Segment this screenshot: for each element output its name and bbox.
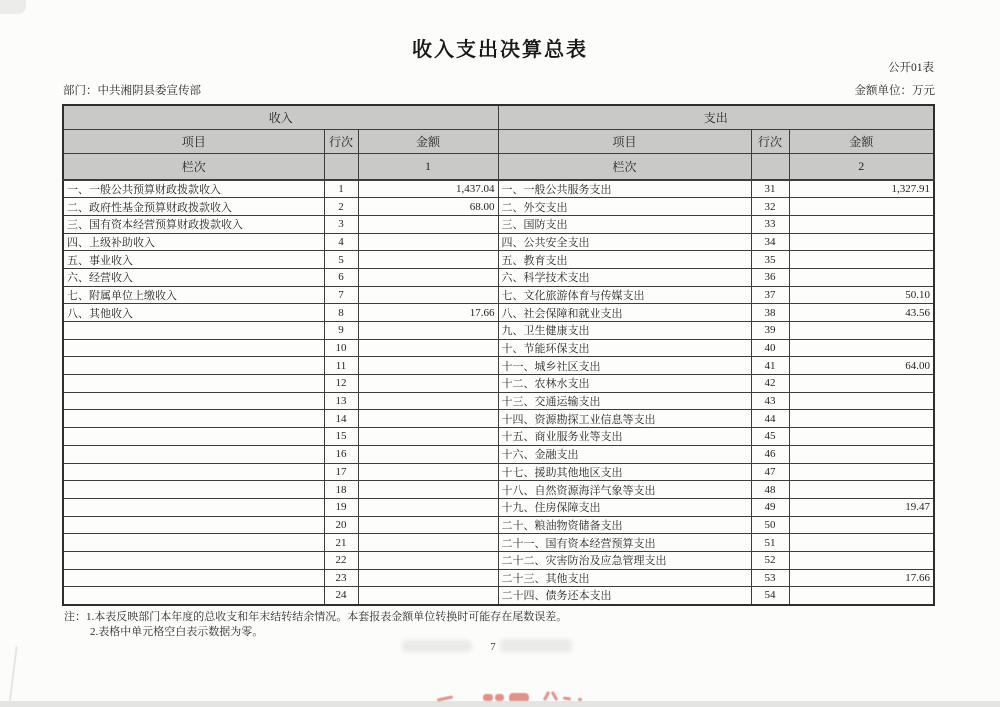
table-row xyxy=(63,251,934,269)
expense-amount-cell xyxy=(789,428,934,446)
income-line-cell: 6 xyxy=(324,268,358,286)
expense-line-cell: 38 xyxy=(751,304,789,322)
expense-item-cell: 十八、自然资源海洋气象等支出 xyxy=(498,481,751,499)
table-row xyxy=(63,357,934,375)
table-row xyxy=(63,481,934,499)
expense-colindex-label: 栏次 xyxy=(498,153,751,180)
income-amount-cell xyxy=(358,268,498,286)
income-item-cell xyxy=(63,392,324,410)
scan-corner-shade xyxy=(0,0,26,14)
expense-colindex-blank xyxy=(751,153,789,180)
expense-line-cell: 41 xyxy=(751,357,789,375)
section-title-row xyxy=(63,105,934,129)
column-index-row xyxy=(63,153,934,180)
income-line-cell: 22 xyxy=(324,551,358,569)
expense-item-cell: 二十二、灾害防治及应急管理支出 xyxy=(498,551,751,569)
income-amount-cell xyxy=(358,498,498,516)
income-line-cell: 23 xyxy=(324,569,358,587)
income-line-cell: 12 xyxy=(324,375,358,393)
income-line-cell: 11 xyxy=(324,357,358,375)
income-item-cell: 五、事业收入 xyxy=(63,251,324,269)
income-amount-cell xyxy=(358,516,498,534)
table-row xyxy=(63,569,934,587)
red-ink-stroke xyxy=(543,691,550,701)
table-row xyxy=(63,392,934,410)
expense-item-cell: 四、公共安全支出 xyxy=(498,233,751,251)
department-label: 部门：中共湘阴县委宣传部 xyxy=(63,85,201,97)
meta-row xyxy=(63,82,935,98)
expense-line-cell: 49 xyxy=(751,498,789,516)
expense-item-cell: 十二、农林水支出 xyxy=(498,375,751,393)
expense-amount-cell: 50.10 xyxy=(789,286,934,304)
income-item-cell xyxy=(63,322,324,340)
expense-item-header: 项目 xyxy=(498,129,751,153)
expense-item-cell: 八、社会保障和就业支出 xyxy=(498,304,751,322)
income-line-cell: 16 xyxy=(324,445,358,463)
income-line-cell: 15 xyxy=(324,428,358,446)
expense-section-title: 支出 xyxy=(498,105,934,129)
expense-item-cell: 二十三、其他支出 xyxy=(498,569,751,587)
income-item-header: 项目 xyxy=(63,129,324,153)
income-amount-cell: 1,437.04 xyxy=(358,180,498,198)
income-line-cell: 19 xyxy=(324,498,358,516)
red-ink-stroke xyxy=(578,698,582,701)
income-item-cell xyxy=(63,339,324,357)
income-amount-cell xyxy=(358,215,498,233)
income-colindex-blank xyxy=(324,153,358,180)
expense-line-cell: 43 xyxy=(751,392,789,410)
expense-line-cell: 53 xyxy=(751,569,789,587)
expense-item-cell: 一、一般公共服务支出 xyxy=(498,180,751,198)
red-ink-stroke xyxy=(483,694,493,701)
table-row xyxy=(63,180,934,198)
table-row xyxy=(63,463,934,481)
income-item-cell xyxy=(63,375,324,393)
table-row xyxy=(63,322,934,340)
footnotes xyxy=(64,610,567,640)
expense-line-cell: 45 xyxy=(751,428,789,446)
income-amount-cell xyxy=(358,410,498,428)
table-row xyxy=(63,587,934,605)
income-line-cell: 14 xyxy=(324,410,358,428)
expense-amount-cell xyxy=(789,587,934,605)
scan-edge-strip xyxy=(0,701,1000,707)
expense-line-cell: 35 xyxy=(751,251,789,269)
income-amount-cell xyxy=(358,375,498,393)
expense-line-cell: 37 xyxy=(751,286,789,304)
expense-line-cell: 51 xyxy=(751,534,789,552)
table-row xyxy=(63,375,934,393)
income-line-cell: 3 xyxy=(324,215,358,233)
expense-item-cell: 十七、援助其他地区支出 xyxy=(498,463,751,481)
income-amount-cell xyxy=(358,251,498,269)
income-amount-cell xyxy=(358,534,498,552)
income-amount-cell xyxy=(358,233,498,251)
table-row xyxy=(63,215,934,233)
income-amount-cell xyxy=(358,428,498,446)
table-row xyxy=(63,304,934,322)
expense-line-cell: 48 xyxy=(751,481,789,499)
table-row xyxy=(63,498,934,516)
income-amount-cell xyxy=(358,445,498,463)
income-line-cell: 2 xyxy=(324,198,358,216)
income-item-cell xyxy=(63,463,324,481)
expense-item-cell: 十九、住房保障支出 xyxy=(498,498,751,516)
expense-item-cell: 十四、资源勘探工业信息等支出 xyxy=(498,410,751,428)
table-row xyxy=(63,198,934,216)
expense-item-cell: 七、文化旅游体育与传媒支出 xyxy=(498,286,751,304)
income-amount-cell xyxy=(358,392,498,410)
income-item-cell: 八、其他收入 xyxy=(63,304,324,322)
income-line-cell: 9 xyxy=(324,322,358,340)
expense-amount-cell xyxy=(789,322,934,340)
expense-amount-cell xyxy=(789,392,934,410)
table-body xyxy=(63,180,934,605)
table-code-label: 公开01表 xyxy=(888,62,934,74)
expense-line-cell: 33 xyxy=(751,215,789,233)
expense-item-cell: 三、国防支出 xyxy=(498,215,751,233)
income-colindex-number: 1 xyxy=(358,153,498,180)
expense-item-cell: 二十、粮油物资储备支出 xyxy=(498,516,751,534)
expense-line-header: 行次 xyxy=(751,129,789,153)
expense-line-cell: 50 xyxy=(751,516,789,534)
expense-item-cell: 十一、城乡社区支出 xyxy=(498,357,751,375)
income-item-cell xyxy=(63,551,324,569)
expense-item-cell: 十五、商业服务业等支出 xyxy=(498,428,751,446)
column-header-row xyxy=(63,129,934,153)
income-amount-cell xyxy=(358,322,498,340)
income-line-cell: 21 xyxy=(324,534,358,552)
expense-amount-cell xyxy=(789,339,934,357)
expense-line-cell: 31 xyxy=(751,180,789,198)
income-amount-cell xyxy=(358,286,498,304)
income-line-cell: 4 xyxy=(324,233,358,251)
expense-amount-header: 金额 xyxy=(789,129,934,153)
income-amount-cell xyxy=(358,587,498,605)
income-item-cell xyxy=(63,498,324,516)
income-amount-cell xyxy=(358,551,498,569)
income-line-cell: 17 xyxy=(324,463,358,481)
expense-amount-cell xyxy=(789,233,934,251)
expense-amount-cell: 43.56 xyxy=(789,304,934,322)
table-row xyxy=(63,534,934,552)
expense-amount-cell xyxy=(789,410,934,428)
expense-item-cell: 二、外交支出 xyxy=(498,198,751,216)
expense-item-cell: 九、卫生健康支出 xyxy=(498,322,751,340)
income-amount-cell xyxy=(358,481,498,499)
expense-colindex-number: 2 xyxy=(789,153,934,180)
expense-amount-cell xyxy=(789,481,934,499)
expense-amount-cell: 17.66 xyxy=(789,569,934,587)
table-row xyxy=(63,286,934,304)
footnote-2: 2.表格中单元格空白表示数据为零。 xyxy=(90,626,264,638)
expense-amount-cell: 19.47 xyxy=(789,498,934,516)
table-row xyxy=(63,551,934,569)
expense-item-cell: 二十四、债务还本支出 xyxy=(498,587,751,605)
table-row xyxy=(63,428,934,446)
table-row xyxy=(63,233,934,251)
income-amount-cell xyxy=(358,357,498,375)
red-ink-stroke xyxy=(509,693,529,701)
expense-amount-cell: 64.00 xyxy=(789,357,934,375)
income-line-header: 行次 xyxy=(324,129,358,153)
table-row xyxy=(63,268,934,286)
income-amount-header: 金额 xyxy=(358,129,498,153)
income-item-cell xyxy=(63,410,324,428)
income-amount-cell xyxy=(358,339,498,357)
income-line-cell: 24 xyxy=(324,587,358,605)
expense-item-cell: 五、教育支出 xyxy=(498,251,751,269)
income-item-cell xyxy=(63,516,324,534)
income-item-cell xyxy=(63,534,324,552)
expense-line-cell: 39 xyxy=(751,322,789,340)
income-amount-cell: 17.66 xyxy=(358,304,498,322)
table-row xyxy=(63,410,934,428)
expense-item-cell: 六、科学技术支出 xyxy=(498,268,751,286)
income-amount-cell: 68.00 xyxy=(358,198,498,216)
expense-line-cell: 54 xyxy=(751,587,789,605)
table-head-rows xyxy=(63,105,934,180)
income-item-cell xyxy=(63,569,324,587)
expense-amount-cell xyxy=(789,268,934,286)
expense-item-cell: 十三、交通运输支出 xyxy=(498,392,751,410)
expense-amount-cell xyxy=(789,534,934,552)
expense-item-cell: 十六、金融支出 xyxy=(498,445,751,463)
expense-line-cell: 34 xyxy=(751,233,789,251)
red-ink-stroke xyxy=(551,691,559,701)
expense-amount-cell xyxy=(789,215,934,233)
expense-line-cell: 46 xyxy=(751,445,789,463)
table-row xyxy=(63,516,934,534)
expense-amount-cell xyxy=(789,516,934,534)
red-ink-stroke xyxy=(495,694,504,701)
income-item-cell: 二、政府性基金预算财政拨款收入 xyxy=(63,198,324,216)
expense-amount-cell: 1,327.91 xyxy=(789,180,934,198)
footnote-1: 注：1.本表反映部门本年度的总收支和年末结转结余情况。本套报表金额单位转换时可能存在尾数误差。 xyxy=(64,611,568,623)
income-line-cell: 10 xyxy=(324,339,358,357)
expense-amount-cell xyxy=(789,251,934,269)
scan-crease xyxy=(8,646,17,706)
page-number: 7 xyxy=(490,641,496,653)
expense-line-cell: 36 xyxy=(751,268,789,286)
income-line-cell: 13 xyxy=(324,392,358,410)
income-item-cell: 三、国有资本经营预算财政拨款收入 xyxy=(63,215,324,233)
income-item-cell xyxy=(63,428,324,446)
income-amount-cell xyxy=(358,569,498,587)
income-line-cell: 18 xyxy=(324,481,358,499)
expense-amount-cell xyxy=(789,198,934,216)
expense-amount-cell xyxy=(789,445,934,463)
expense-amount-cell xyxy=(789,551,934,569)
income-item-cell xyxy=(63,481,324,499)
income-amount-cell xyxy=(358,463,498,481)
expense-line-cell: 52 xyxy=(751,551,789,569)
expense-item-cell: 二十一、国有资本经营预算支出 xyxy=(498,534,751,552)
income-line-cell: 5 xyxy=(324,251,358,269)
income-item-cell xyxy=(63,445,324,463)
table-row xyxy=(63,445,934,463)
page-title: 收入支出决算总表 xyxy=(412,39,588,61)
amount-unit-label: 金额单位：万元 xyxy=(854,85,935,97)
expense-line-cell: 42 xyxy=(751,375,789,393)
income-item-cell: 七、附属单位上缴收入 xyxy=(63,286,324,304)
income-item-cell: 六、经营收入 xyxy=(63,268,324,286)
income-item-cell xyxy=(63,587,324,605)
income-item-cell xyxy=(63,357,324,375)
expense-item-cell: 十、节能环保支出 xyxy=(498,339,751,357)
budget-final-accounts-table xyxy=(62,104,935,606)
income-line-cell: 20 xyxy=(324,516,358,534)
expense-amount-cell xyxy=(789,463,934,481)
income-line-cell: 8 xyxy=(324,304,358,322)
expense-line-cell: 44 xyxy=(751,410,789,428)
income-line-cell: 7 xyxy=(324,286,358,304)
table-row xyxy=(63,339,934,357)
income-item-cell: 四、上级补助收入 xyxy=(63,233,324,251)
income-section-title: 收入 xyxy=(63,105,498,129)
expense-line-cell: 32 xyxy=(751,198,789,216)
expense-amount-cell xyxy=(789,375,934,393)
income-colindex-label: 栏次 xyxy=(63,153,324,180)
expense-line-cell: 47 xyxy=(751,463,789,481)
income-item-cell: 一、一般公共预算财政拨款收入 xyxy=(63,180,324,198)
income-line-cell: 1 xyxy=(324,180,358,198)
expense-line-cell: 40 xyxy=(751,339,789,357)
